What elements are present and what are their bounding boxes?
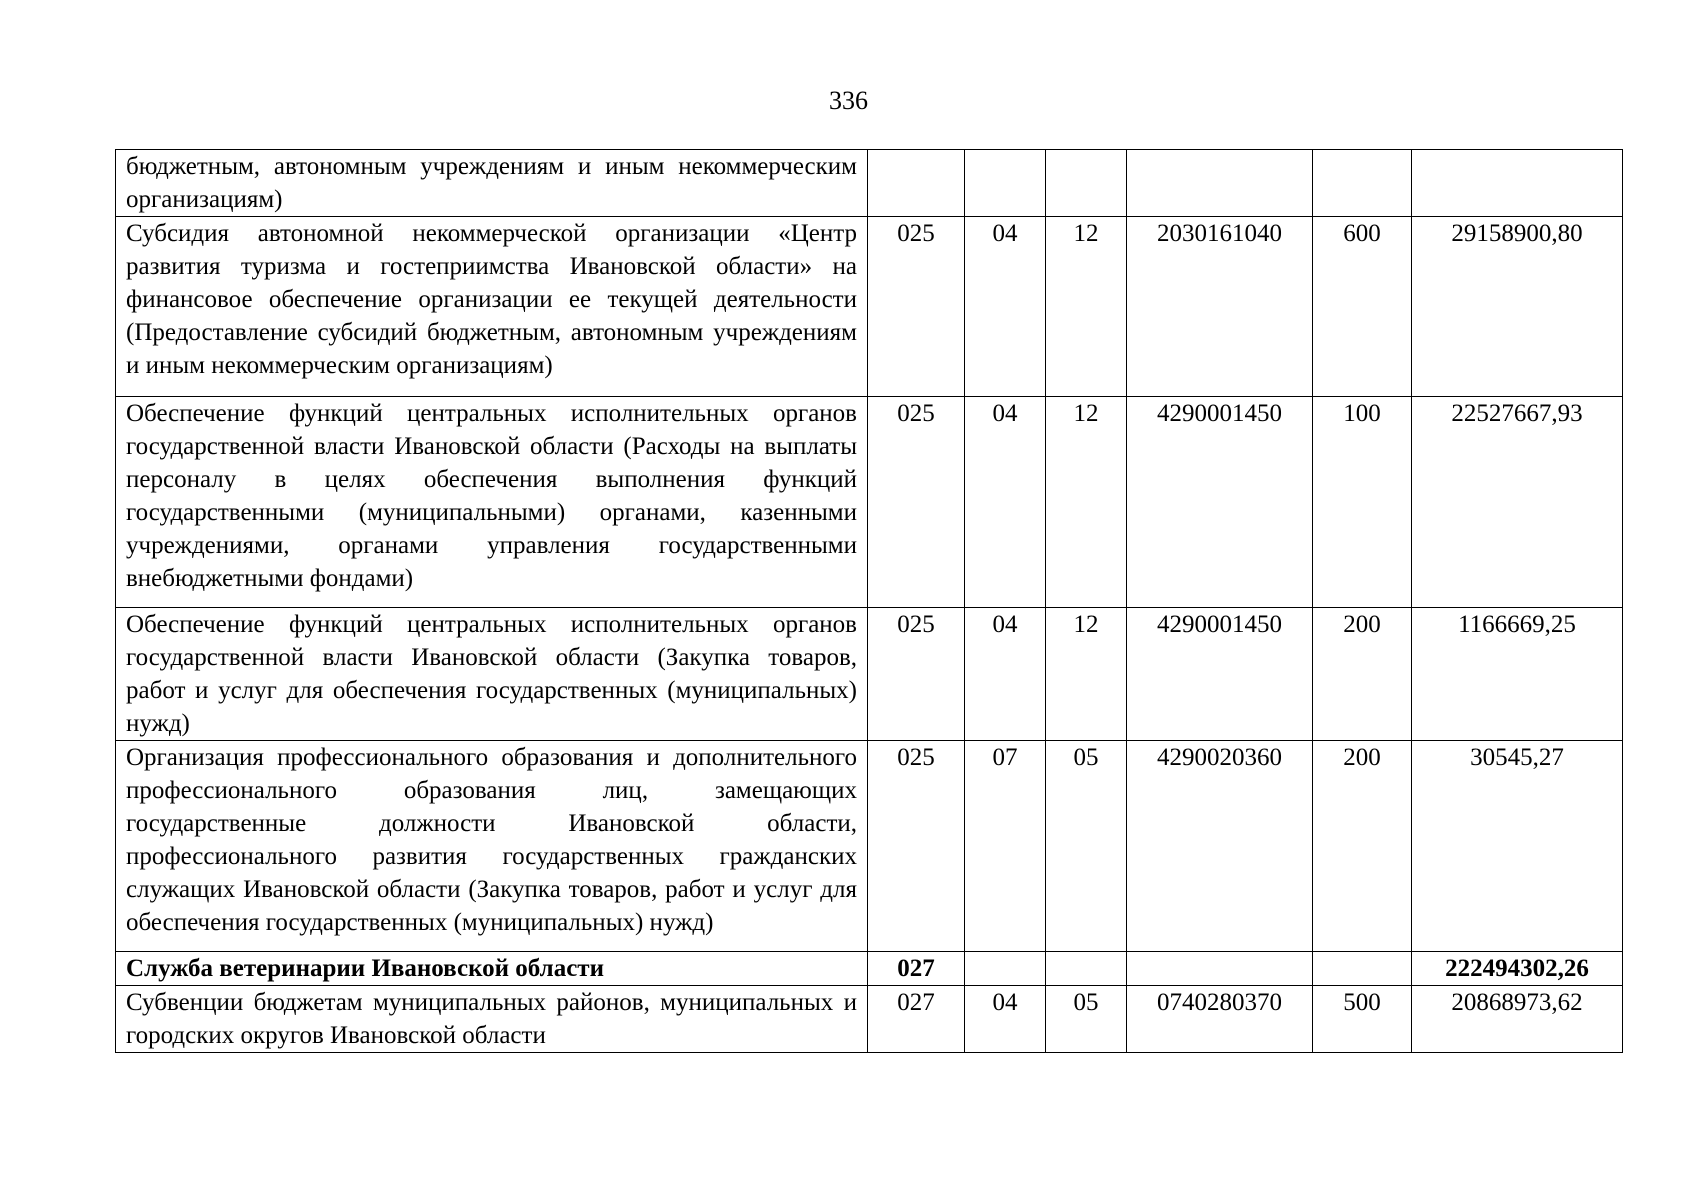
amount-cell: 22527667,93 [1412,397,1623,608]
subsection-code-cell: 12 [1046,608,1127,741]
amount-cell [1412,150,1623,217]
table-row [116,217,1623,397]
target-article-cell [1127,952,1313,986]
subsection-code-cell: 05 [1046,986,1127,1053]
table-row [116,150,1623,217]
target-article-cell: 4290020360 [1127,741,1313,952]
amount-cell: 30545,27 [1412,741,1623,952]
ministry-code-cell: 027 [868,952,965,986]
table-row [116,952,1623,986]
amount-cell: 1166669,25 [1412,608,1623,741]
subsection-code-cell: 12 [1046,397,1127,608]
target-article-cell [1127,150,1313,217]
section-code-cell [965,952,1046,986]
subsection-code-cell [1046,952,1127,986]
section-code-cell [965,150,1046,217]
expense-type-cell [1313,952,1412,986]
amount-cell: 29158900,80 [1412,217,1623,397]
target-article-cell: 0740280370 [1127,986,1313,1053]
ministry-code-cell: 027 [868,986,965,1053]
description-cell: Субвенции бюджетам муниципальных районов, муниципальных и городских округов Ивановской области [116,986,868,1053]
budget-table [115,149,1623,1053]
budget-table-body [116,150,1623,1053]
description-cell: Служба ветеринарии Ивановской области [116,952,868,986]
expense-type-cell: 100 [1313,397,1412,608]
expense-type-cell: 500 [1313,986,1412,1053]
ministry-code-cell: 025 [868,608,965,741]
amount-cell: 20868973,62 [1412,986,1623,1053]
target-article-cell: 4290001450 [1127,608,1313,741]
table-row [116,986,1623,1053]
section-code-cell: 04 [965,397,1046,608]
table-row [116,741,1623,952]
section-code-cell: 07 [965,741,1046,952]
target-article-cell: 2030161040 [1127,217,1313,397]
description-cell: Субсидия автономной некоммерческой организации «Центр развития туризма и гостеприимства Ивановской области» на финансовое обеспечение организации ее текущей деятельности (Предоставление субсидий бюджетным, автономным учреждениям и иным некоммерческим организациям) [116,217,868,397]
subsection-code-cell [1046,150,1127,217]
description-cell: Обеспечение функций центральных исполнительных органов государственной власти Ивановской области (Расходы на выплаты персоналу в целях обеспечения выполнения функций государственными (муниципальными) органами, казенными учреждениями, органами управления государственными внебюджетными фондами) [116,397,868,608]
ministry-code-cell: 025 [868,741,965,952]
page-number: 336 [829,86,868,115]
description-cell: Обеспечение функций центральных исполнительных органов государственной власти Ивановской области (Закупка товаров, работ и услуг для обеспечения государственных (муниципальных) нужд) [116,608,868,741]
subsection-code-cell: 12 [1046,217,1127,397]
table-row [116,397,1623,608]
amount-cell: 222494302,26 [1412,952,1623,986]
expense-type-cell [1313,150,1412,217]
subsection-code-cell: 05 [1046,741,1127,952]
section-code-cell: 04 [965,608,1046,741]
expense-type-cell: 600 [1313,217,1412,397]
section-code-cell: 04 [965,217,1046,397]
description-cell: бюджетным, автономным учреждениям и иным некоммерческим организациям) [116,150,868,217]
ministry-code-cell: 025 [868,217,965,397]
description-cell: Организация профессионального образования и дополнительного профессионального образования лиц, замещающих государственные должности Ивановской области, профессионального развития государственных гражданских служащих Ивановской области (Закупка товаров, работ и услуг для обеспечения государственных (муниципальных) нужд) [116,741,868,952]
target-article-cell: 4290001450 [1127,397,1313,608]
expense-type-cell: 200 [1313,608,1412,741]
ministry-code-cell: 025 [868,397,965,608]
table-row [116,608,1623,741]
section-code-cell: 04 [965,986,1046,1053]
ministry-code-cell [868,150,965,217]
expense-type-cell: 200 [1313,741,1412,952]
